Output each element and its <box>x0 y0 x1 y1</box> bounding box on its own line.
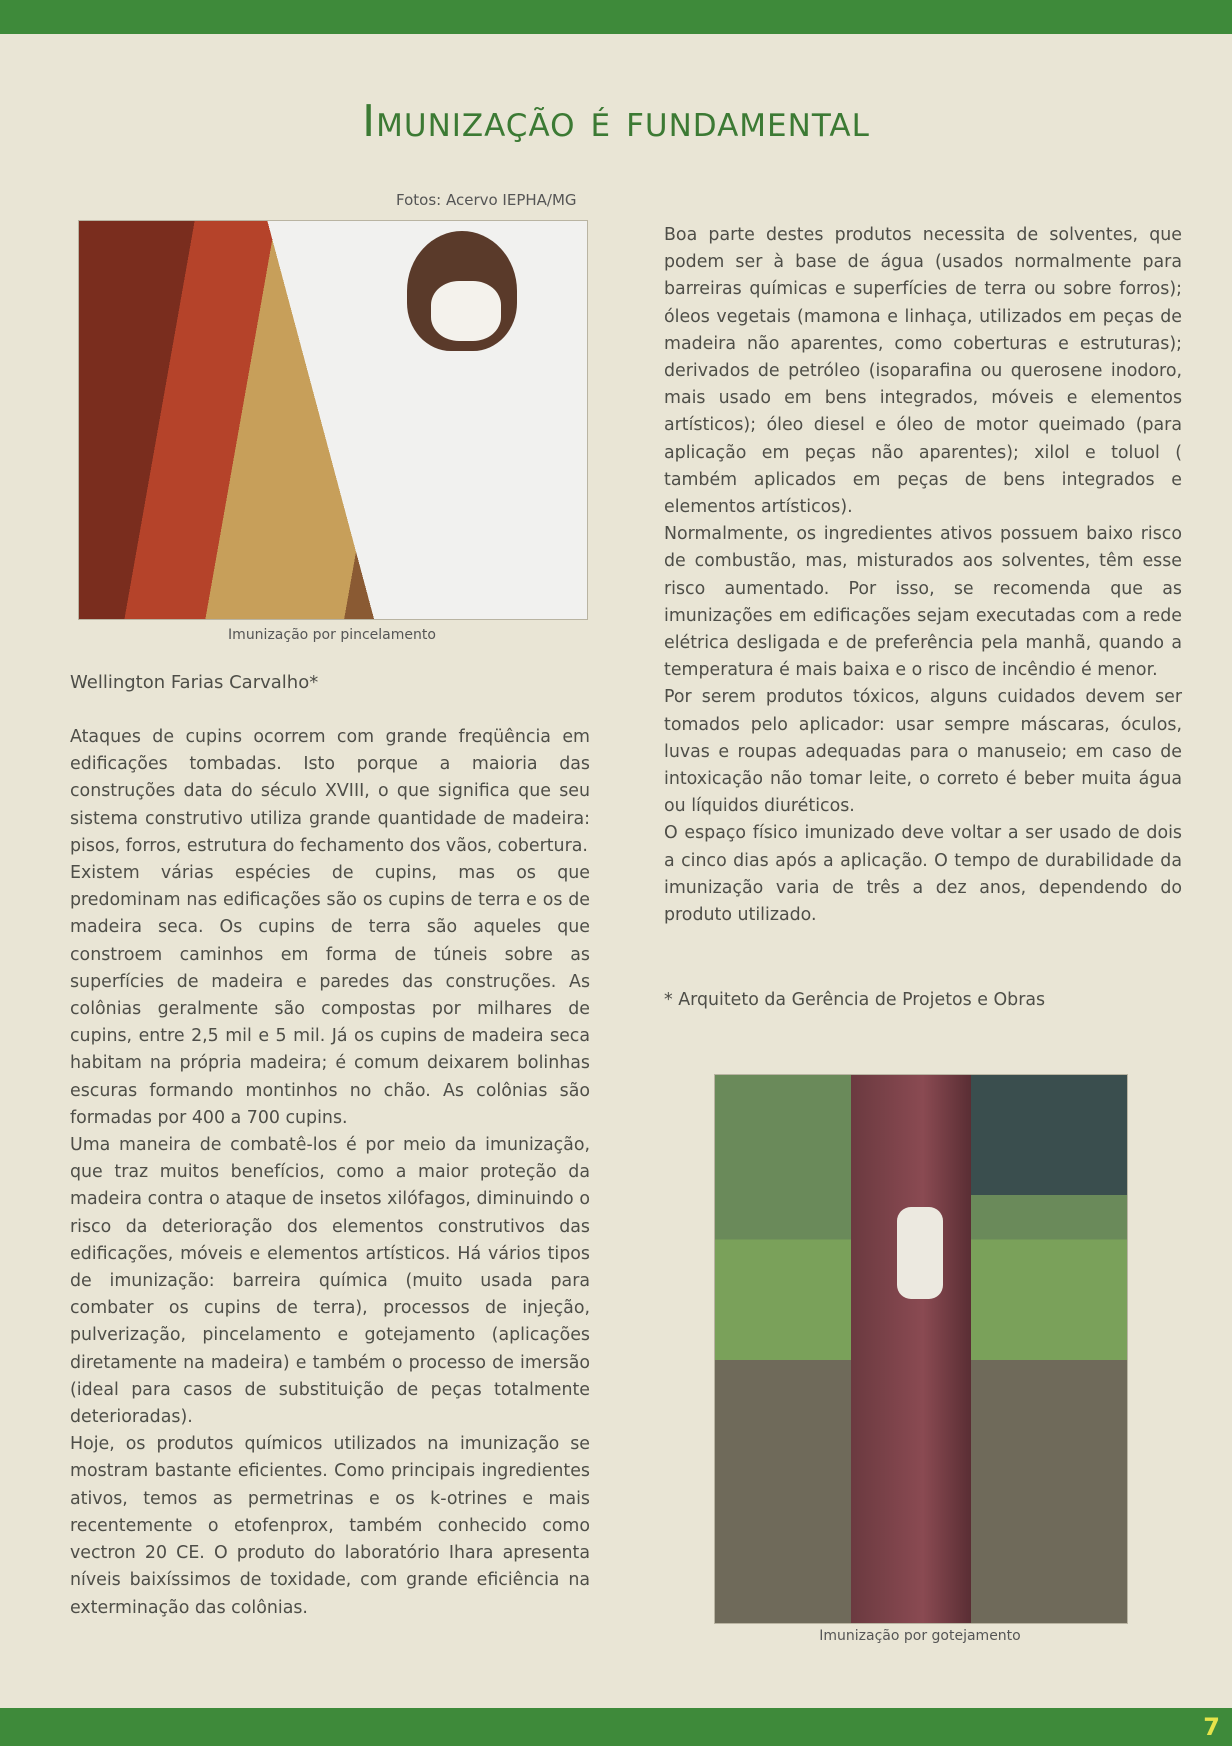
paragraph: Hoje, os produtos químicos utilizados na imunização se mostram bastante eficientes. Como principais ingredientes ativos, temos as permetrinas e os k-otrines e mais recentemente o etofenprox, também conhecido como vectron 20 CE. O produto do laboratório Ihara apresenta níveis baixíssimos de toxidade, com grande eficiência na exterminação das colônias. <box>70 1434 590 1618</box>
face-mask-shape <box>431 281 501 341</box>
paragraph: Boa parte destes produtos necessita de solventes, que podem ser à base de água (usados normalmente para barreiras químicas e superfícies de terra ou sobre forros); óleos vegetais (mamona e linhaça, utilizados em peças de madeira não aparentes, como coberturas e estruturas); derivados de petróleo (isoparafina ou querosene inodoro, mais usado em bens integrados, móveis e elementos artísticos); óleo diesel e óleo de motor queimado (para aplicação em peças não aparentes); xilol e toluol ( também aplicados em peças de bens integrados e elementos artísticos). <box>664 225 1182 518</box>
left-column-part1 <box>70 724 590 1622</box>
veranda-roof-shape <box>971 1075 1127 1195</box>
paragraph: Uma maneira de combatê-los é por meio da imunização, que traz muitos benefícios, como a maior proteção da madeira contra o ataque de insetos xilófagos, diminuindo o risco da deterioração dos elementos construtivos das edificações, móveis e elementos artísticos. Há vários tipos de imunização: barreira química (muito usada para combater os cupins de terra), processos de injeção, pulverização, pincelamento e gotejamento (aplicações diretamente na madeira) e também o processo de imersão (ideal para casos de substituição de peças totalmente deterioradas). <box>70 1135 590 1428</box>
photo-brushing-immunization <box>78 220 588 620</box>
paragraph: Ataques de cupins ocorrem com grande freqüência em edificações tombadas. Isto porque a maioria das construções data do século XVIII, o que significa que seu sistema construtivo utiliza grande quantidade de madeira: pisos, forros, estrutura do fechamento dos vãos, cobertura. <box>70 727 590 856</box>
photo-caption-brushing: Imunização por pincelamento <box>228 627 436 643</box>
paragraph: Por serem produtos tóxicos, alguns cuidados devem ser tomados pelo aplicador: usar sempre máscaras, óculos, luvas e roupas adequadas para o manuseio; em caso de intoxicação não tomar leite, o correto é beber muita água ou líquidos diuréticos. <box>664 687 1182 817</box>
photo-credit: Fotos: Acervo IEPHA/MG <box>396 191 577 209</box>
top-green-band <box>0 0 1232 34</box>
drip-bottle-shape <box>897 1207 943 1299</box>
page-number: 7 <box>1203 1713 1220 1741</box>
bottom-green-band <box>0 1708 1232 1746</box>
photo-drip-immunization <box>714 1074 1128 1624</box>
paragraph: O espaço físico imunizado deve voltar a ser usado de dois a cinco dias após a aplicação. O tempo de durabilidade da imunização varia de três a dez anos, dependendo do produto utilizado. <box>664 823 1182 926</box>
author-footnote: * Arquiteto da Gerência de Projetos e Obras <box>664 990 1046 1010</box>
author-name: Wellington Farias Carvalho* <box>70 672 319 693</box>
wooden-pillar-shape <box>851 1075 971 1623</box>
page-title: Imunização é fundamental <box>362 96 870 147</box>
right-column <box>664 222 1182 929</box>
photo-caption-drip: Imunização por gotejamento <box>819 1628 1021 1644</box>
paragraph: Existem várias espécies de cupins, mas os que predominam nas edificações são os cupins de terra e os de madeira seca. Os cupins de terra são aqueles que constroem caminhos em forma de túneis sobre as superfícies de madeira e paredes das construções. As colônias geralmente são compostas por milhares de cupins, entre 2,5 mil e 5 mil. Já os cupins de madeira seca habitam na própria madeira; é comum deixarem bolinhas escuras formando montinhos no chão. As colônias são formadas por 400 a 700 cupins. <box>70 863 590 1128</box>
paragraph: Normalmente, os ingredientes ativos possuem baixo risco de combustão, mas, misturados aos solventes, têm esse risco aumentado. Por isso, se recomenda que as imunizações em edificações sejam executadas com a rede elétrica desligada e de preferência pela manhã, quando a temperatura é mais baixa e o risco de incêndio é menor. <box>664 524 1182 681</box>
